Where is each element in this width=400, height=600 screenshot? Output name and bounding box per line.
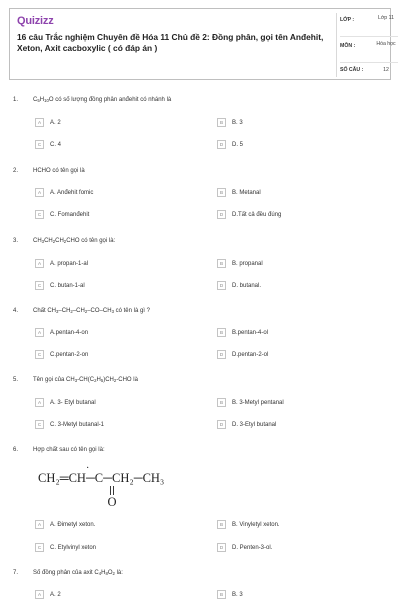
option-letter-box: C [35, 281, 44, 290]
option-label: D.pentan-2-ol [232, 351, 269, 358]
option-a[interactable] [35, 258, 88, 269]
option-c[interactable] [35, 139, 61, 150]
option-d[interactable] [217, 209, 281, 220]
option-d[interactable] [217, 349, 268, 360]
worksheet-header [9, 8, 396, 80]
option-b[interactable] [217, 187, 261, 198]
option-label: A. 3- Etyl butanal [50, 399, 96, 406]
meta-divider [336, 13, 337, 77]
question-text: Tên gọi của $CH_3-CH(C_2H_5)CH_2$-CHO là [33, 377, 138, 383]
option-label: C. 4 [50, 141, 62, 148]
question-number: 3. [13, 238, 19, 244]
option-letter-box: C [35, 210, 44, 219]
option-letter-box: B [217, 259, 226, 268]
option-letter-box: A [35, 188, 44, 197]
question-number: 7. [13, 570, 19, 576]
option-letter-box: D [217, 281, 226, 290]
option-letter-box: D [217, 140, 226, 149]
option-label: A. propan-1-al [50, 260, 89, 267]
option-letter-box: A [35, 259, 44, 268]
quizizz-logo: Quizizz [17, 15, 54, 27]
option-letter-box: A [35, 520, 44, 529]
option-letter-box: D [217, 420, 226, 429]
option-d[interactable] [217, 419, 276, 430]
question-text: $C_5H_{10}O$ có số lượng đồng phân anđehit có nhánh là [33, 97, 172, 103]
option-d[interactable] [217, 542, 272, 553]
option-a[interactable] [35, 589, 61, 600]
option-c[interactable] [35, 419, 104, 430]
option-letter-box: C [35, 543, 44, 552]
option-b[interactable] [217, 519, 280, 530]
option-label: D. 3-Etyl butanal [232, 421, 277, 428]
option-letter-box: B [217, 590, 226, 599]
worksheet-title: 16 câu Trắc nghiệm Chuyên đề Hóa 11 Chủ đề 2: Đồng phân, gọi tên Anđehit, Xeton, Axit cacboxylic ( có đáp án ) [17, 32, 324, 53]
grade-label: LỚP : [340, 17, 355, 23]
question-number: 5. [13, 377, 19, 383]
option-b[interactable] [217, 589, 243, 600]
option-label: C.pentan-2-on [50, 351, 89, 358]
option-label: D.Tất cả đều đúng [232, 211, 282, 218]
subject-value: Hóa học [376, 41, 396, 47]
option-label: C. 3-Metyl butanal-1 [50, 421, 105, 428]
option-a[interactable] [35, 187, 93, 198]
option-c[interactable] [35, 209, 89, 220]
option-letter-box: A [35, 590, 44, 599]
option-a[interactable] [35, 519, 95, 530]
option-b[interactable] [217, 258, 263, 269]
question-text: Chất $CH_3-CH_2-CH_2-CO-CH_3$ có tên là gì ? [33, 308, 150, 314]
meta-row-divider [340, 62, 398, 63]
option-label: B. 3 [232, 591, 243, 598]
question-count-value: 12 [383, 67, 389, 73]
option-label: C. Etylvinyl xeton [50, 544, 97, 551]
option-label: A. Anđehit fomic [50, 189, 94, 196]
question-number: 1. [13, 97, 19, 103]
option-label: D. Penten-3-ol. [232, 544, 273, 551]
option-label: D. 5 [232, 141, 244, 148]
question-text: Số đồng phân của axit $C_4H_8O_2$ là: [33, 570, 123, 576]
structural-formula [38, 462, 208, 510]
option-letter-box: D [217, 210, 226, 219]
question-text: $CH_3CH_2CH_2CHO$ có tên gọi là: [33, 238, 116, 244]
option-a[interactable] [35, 117, 61, 128]
option-label: B. propanal [232, 260, 263, 267]
option-d[interactable] [217, 280, 261, 291]
option-label: C. butan-1-al [50, 282, 85, 289]
option-c[interactable] [35, 280, 85, 291]
option-letter-box: B [217, 328, 226, 337]
option-letter-box: C [35, 350, 44, 359]
option-a[interactable] [35, 327, 88, 338]
subject-label: MÔN : [340, 43, 356, 49]
option-label: A. Đimetyl xeton. [50, 521, 96, 528]
option-letter-box: C [35, 140, 44, 149]
option-letter-box: B [217, 398, 226, 407]
option-label: A. 2 [50, 119, 61, 126]
option-label: B. Metanal [232, 189, 261, 196]
option-letter-box: A [35, 328, 44, 337]
question-number: 2. [13, 168, 19, 174]
option-label: B. Vinyletyl xeton. [232, 521, 280, 528]
option-letter-box: B [217, 188, 226, 197]
question-number: 6. [13, 447, 19, 453]
option-b[interactable] [217, 397, 284, 408]
option-label: A. 2 [50, 591, 61, 598]
question-number: 4. [13, 308, 19, 314]
option-c[interactable] [35, 349, 88, 360]
option-letter-box: D [217, 350, 226, 359]
option-label: D. butanal. [232, 282, 262, 289]
option-letter-box: B [217, 118, 226, 127]
option-label: B. 3 [232, 119, 243, 126]
option-label: C. Fomanđehit [50, 211, 90, 218]
formula-oxygen: O [107, 495, 117, 509]
option-label: B. 3-Metyl pentanal [232, 399, 284, 406]
option-b[interactable] [217, 117, 243, 128]
option-letter-box: A [35, 398, 44, 407]
meta-row-divider [340, 36, 398, 37]
option-a[interactable] [35, 397, 96, 408]
option-letter-box: D [217, 543, 226, 552]
option-letter-box: B [217, 520, 226, 529]
option-c[interactable] [35, 542, 96, 553]
question-text: Hợp chất sau có tên gọi là: [33, 447, 105, 453]
question-text: HCHO có tên gọi là [33, 168, 85, 174]
option-d[interactable] [217, 139, 243, 150]
grade-value: Lớp 11 [378, 15, 394, 21]
formula-dot: · [86, 463, 90, 474]
option-b[interactable] [217, 327, 268, 338]
question-count-label: SỐ CÂU : [340, 67, 364, 73]
option-letter-box: C [35, 420, 44, 429]
option-label: B.pentan-4-ol [232, 329, 269, 336]
formula-main-chain: CH₂═CH─C─CH₂─CH₃ [38, 471, 165, 485]
option-label: A.pentan-4-on [50, 329, 89, 336]
option-letter-box: A [35, 118, 44, 127]
